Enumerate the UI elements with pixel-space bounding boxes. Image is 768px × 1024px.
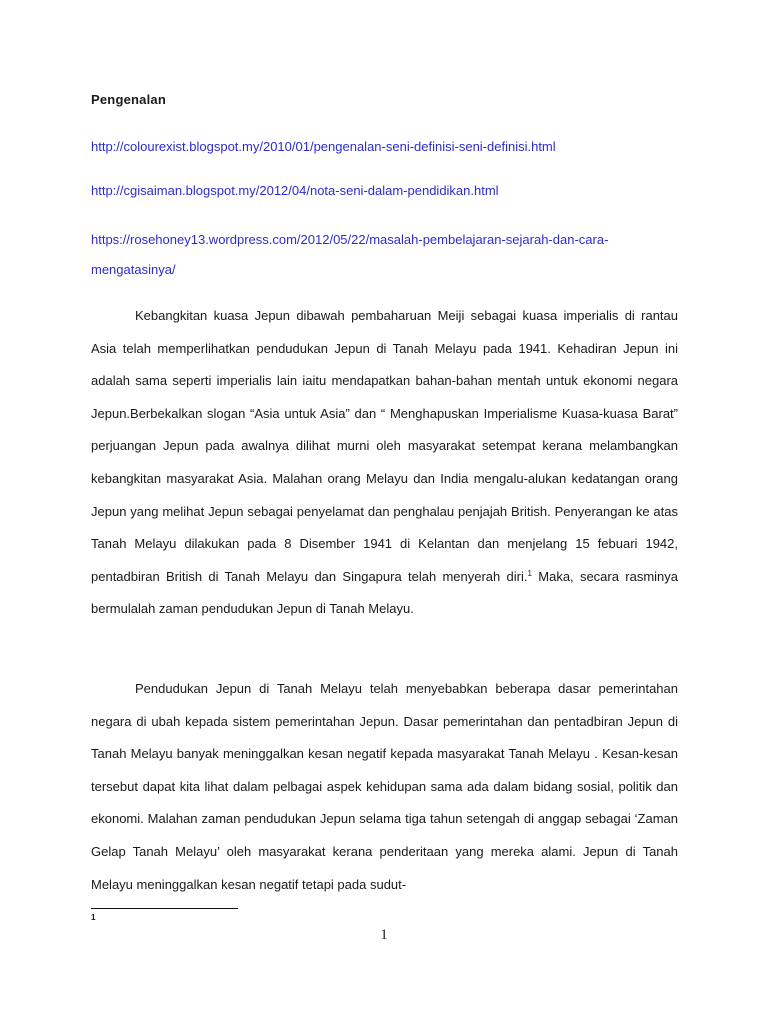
reference-link-3-continued[interactable]: mengatasinya/	[91, 262, 176, 277]
page-number: 1	[380, 927, 388, 943]
paragraph-1-text: Kebangkitan kuasa Jepun dibawah pembaharuan Meiji sebagai kuasa imperialis di rantau Asia telah memperlihatkan pendudukan Jepun di Tanah Melayu pada 1941. Kehadiran Jepun ini adalah sama seperti imperialis lain iaitu mendapatkan bahan-bahan mentah untuk ekonomi negara Jepun.Berbekalkan slogan “Asia untuk Asia” dan “ Menghapuskan Imperialisme Kuasa-kuasa Barat” perjuangan Jepun pada awalnya dilihat murni oleh masyarakat setempat kerana melambangkan kebangkitan masyarakat Asia. Malahan orang Melayu dan India mengalu-alukan kedatangan orang Jepun yang melihat Jepun sebagai penyelamat dan penghalau penjajah British. Penyerangan ke atas Tanah Melayu dilakukan pada 8 Disember 1941 di Kelantan dan menjelang 15 febuari 1942, pentadbiran British di Tanah Melayu dan Singapura telah menyerah diri.	[91, 308, 678, 584]
reference-link-1[interactable]: http://colourexist.blogspot.my/2010/01/pengenalan-seni-definisi-seni-definisi.html	[91, 139, 556, 154]
footnote-number: 1	[91, 913, 96, 922]
footnote-reference[interactable]: 1	[527, 568, 532, 578]
reference-link-2[interactable]: http://cgisaiman.blogspot.my/2012/04/nota-seni-dalam-pendidikan.html	[91, 183, 499, 198]
paragraph-1	[91, 300, 678, 626]
paragraph-1-text-end: Maka, secara rasminya bermulalah zaman pendudukan Jepun di Tanah Melayu.	[91, 568, 678, 617]
section-heading: Pengenalan	[91, 92, 166, 107]
footnote-separator	[91, 908, 238, 909]
reference-link-3[interactable]: https://rosehoney13.wordpress.com/2012/05/22/masalah-pembelajaran-sejarah-dan-cara-	[91, 232, 609, 247]
paragraph-2: Pendudukan Jepun di Tanah Melayu telah menyebabkan beberapa dasar pemerintahan negara di ubah kepada sistem pemerintahan Jepun. Dasar pemerintahan dan pentadbiran Jepun di Tanah Melayu banyak meninggalkan kesan negatif kepada masyarakat Tanah Melayu . Kesan-kesan tersebut dapat kita lihat dalam pelbagai aspek kehidupan sama ada dalam bidang sosial, politik dan ekonomi. Malahan zaman pendudukan Jepun selama tiga tahun setengah di anggap sebagai ‘Zaman Gelap Tanah Melayu’ oleh masyarakat kerana penderitaan yang mereka alami. Jepun di Tanah Melayu meninggalkan kesan negatif tetapi pada sudut-	[91, 681, 678, 892]
